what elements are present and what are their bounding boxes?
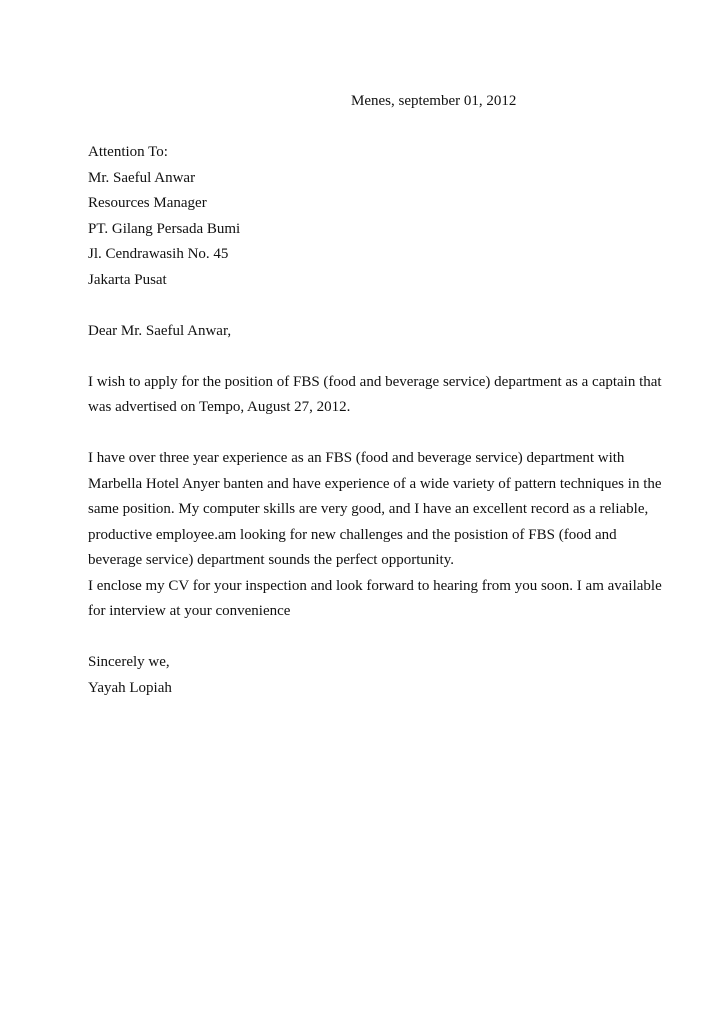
paragraph-line: I enclose my CV for your inspection and look forward to hearing from you soon. I am available xyxy=(88,577,662,594)
paragraph-line: I wish to apply for the position of FBS (food and beverage service) department as a captain that xyxy=(88,373,662,390)
spacer xyxy=(88,625,668,651)
paragraph-line: beverage service) department sounds the perfect opportunity. xyxy=(88,552,454,568)
spacer xyxy=(88,293,668,319)
paragraph-line: was advertised on Tempo, August 27, 2012. xyxy=(88,399,351,415)
signature-name: Yayah Lopiah xyxy=(88,679,172,696)
closing: Sincerely we, xyxy=(88,654,170,670)
paragraph-line: for interview at your convenience xyxy=(88,603,291,619)
paragraph-line: I have over three year experience as an FBS (food and beverage service) department with xyxy=(88,450,625,466)
letter-body xyxy=(88,140,668,701)
salutation: Dear Mr. Saeful Anwar, xyxy=(88,322,232,339)
city: Jakarta Pusat xyxy=(88,271,167,288)
paragraph-experience xyxy=(88,446,668,574)
spacer xyxy=(88,344,668,370)
company-name: PT. Gilang Persada Bumi xyxy=(88,220,241,237)
paragraph-line: productive employee.am looking for new challenges and the posistion of FBS (food and xyxy=(88,526,617,543)
paragraph-application xyxy=(88,370,668,421)
attention-label: Attention To: xyxy=(88,144,168,160)
recipient-title: Resources Manager xyxy=(88,195,207,211)
letter-date: Menes, september 01, 2012 xyxy=(351,93,517,109)
paragraph-line: same position. My computer skills are very good, and I have an excellent record as a reliable, xyxy=(88,501,649,517)
paragraph-line: Marbella Hotel Anyer banten and have experience of a wide variety of pattern techniques in the xyxy=(88,475,662,492)
paragraph-enclosure xyxy=(88,574,668,625)
spacer xyxy=(88,421,668,447)
recipient-name: Mr. Saeful Anwar xyxy=(88,169,196,186)
street-address: Jl. Cendrawasih No. 45 xyxy=(88,246,229,262)
